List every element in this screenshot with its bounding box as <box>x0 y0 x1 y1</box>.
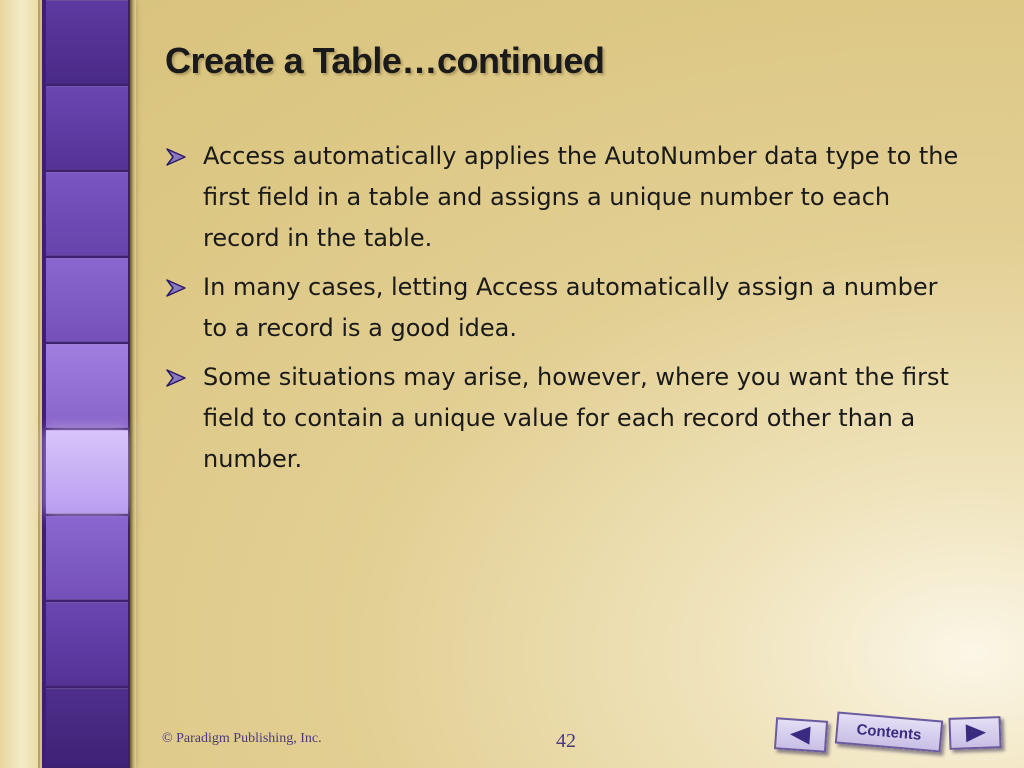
bullet-text: Access automatically applies the AutoNumber data type to the first field in a table and assigns a unique number to each record in the table. <box>203 142 959 252</box>
page-number: 42 <box>556 730 576 752</box>
arrowhead-bullet-icon <box>165 148 187 166</box>
triangle-left-icon <box>789 725 810 744</box>
previous-slide-button[interactable] <box>774 717 828 753</box>
purple-tile <box>46 516 128 600</box>
purple-tile-column <box>42 0 132 768</box>
bullet-item <box>165 136 965 259</box>
slide-title: Create a Table…continued <box>165 40 605 81</box>
copyright-text: © Paradigm Publishing, Inc. <box>162 731 322 746</box>
contents-button[interactable] <box>835 711 943 752</box>
bullet-list <box>165 136 965 488</box>
purple-tile <box>46 86 128 170</box>
purple-tile <box>46 688 128 768</box>
bullet-text: Some situations may arise, however, where you want the first field to contain a unique value for each record other than a number. <box>203 363 949 473</box>
next-slide-button[interactable] <box>948 716 1001 750</box>
contents-button-label: Contents <box>855 720 923 744</box>
purple-tile-highlight <box>46 430 128 514</box>
bullet-item <box>165 357 965 480</box>
arrowhead-bullet-icon <box>165 279 187 297</box>
column-shadow-edge <box>130 0 136 768</box>
purple-tile <box>46 258 128 342</box>
arrowhead-bullet-icon <box>165 369 187 387</box>
triangle-right-icon <box>966 724 987 743</box>
purple-tile <box>46 172 128 256</box>
purple-tile <box>46 344 128 428</box>
bullet-text: In many cases, letting Access automatically assign a number to a record is a good idea. <box>203 273 938 342</box>
purple-tile <box>46 0 128 84</box>
bullet-item <box>165 267 965 349</box>
purple-tile <box>46 602 128 686</box>
left-gold-strip <box>0 0 40 768</box>
